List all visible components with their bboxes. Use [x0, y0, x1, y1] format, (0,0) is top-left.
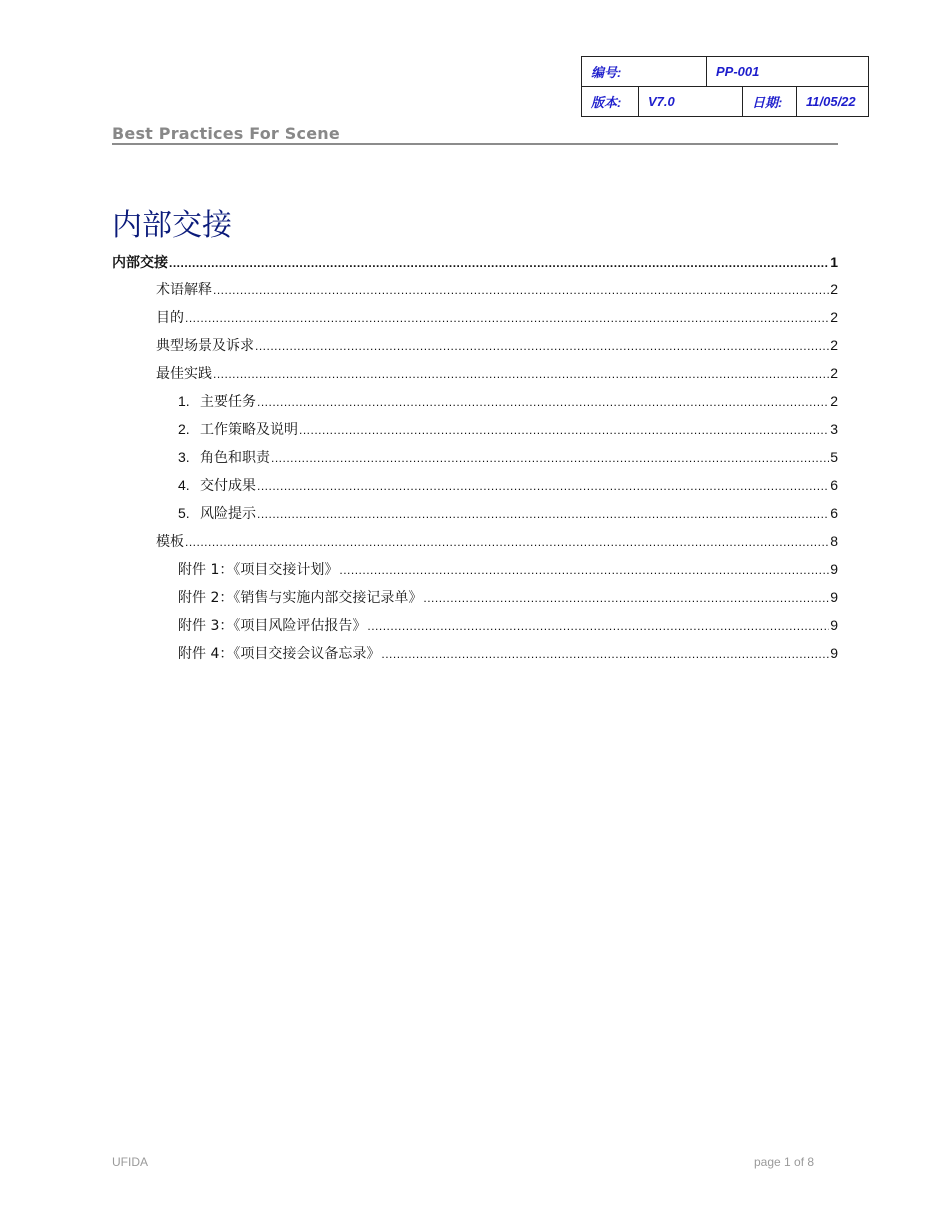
footer-page-info: page 1 of 8 [754, 1155, 815, 1169]
version-label: 版本: [582, 87, 639, 117]
toc-entry-label: 术语解释 [156, 282, 212, 298]
toc-dot-leader [169, 249, 829, 277]
toc-entry-label: 附件 2：《销售与实施内部交接记录单》 [178, 590, 423, 606]
toc-dot-leader [339, 556, 829, 584]
date-label: 日期: [743, 87, 797, 117]
toc-entry-label: 交付成果 [200, 478, 256, 494]
toc-dot-leader [381, 640, 829, 668]
toc-entry-page: 2 [830, 309, 838, 325]
toc-entry-page: 1 [830, 254, 838, 270]
toc-entry-number: 3. [178, 449, 190, 465]
toc-dot-leader [423, 584, 829, 612]
toc-entry-label: 角色和职责 [200, 450, 270, 466]
toc-entry-label: 附件 4：《项目交接会议备忘录》 [178, 646, 381, 662]
toc-entry-label: 附件 3：《项目风险评估报告》 [178, 618, 367, 634]
toc-entry-number: 1. [178, 393, 190, 409]
toc-dot-leader [213, 360, 829, 388]
toc-entry[interactable] [112, 583, 838, 611]
toc-entry-label: 附件 1：《项目交接计划》 [178, 562, 339, 578]
toc-entry[interactable] [112, 611, 838, 639]
meta-row-number [582, 57, 869, 87]
toc-entry[interactable] [112, 359, 838, 387]
toc-entry-page: 6 [830, 505, 838, 521]
table-of-contents [112, 248, 838, 667]
toc-entry[interactable] [112, 443, 838, 471]
toc-entry-number: 2. [178, 421, 190, 437]
toc-dot-leader [257, 388, 829, 416]
toc-entry-page: 9 [830, 589, 838, 605]
toc-entry-page: 9 [830, 617, 838, 633]
toc-entry-number: 5. [178, 505, 190, 521]
meta-row-version-date [582, 87, 869, 117]
toc-entry-page: 6 [830, 477, 838, 493]
toc-entry[interactable] [112, 248, 838, 275]
toc-entry[interactable] [112, 331, 838, 359]
toc-entry-number: 4. [178, 477, 190, 493]
number-label: 编号: [582, 57, 707, 87]
document-title: 内部交接 [112, 208, 232, 243]
toc-dot-leader [255, 332, 829, 360]
toc-entry-page: 2 [830, 393, 838, 409]
header-divider [112, 143, 838, 145]
toc-entry-page: 2 [830, 281, 838, 297]
toc-entry-label: 风险提示 [200, 506, 256, 522]
toc-dot-leader [185, 304, 829, 332]
toc-entry[interactable] [112, 303, 838, 331]
toc-entry-label: 目的 [156, 310, 184, 326]
toc-entry-page: 2 [830, 337, 838, 353]
toc-entry[interactable] [112, 387, 838, 415]
toc-entry-page: 3 [830, 421, 838, 437]
toc-entry-label: 模板 [156, 534, 184, 550]
toc-entry-page: 9 [830, 561, 838, 577]
toc-entry[interactable] [112, 555, 838, 583]
toc-entry-page: 9 [830, 645, 838, 661]
toc-entry-label: 最佳实践 [156, 366, 212, 382]
toc-entry-page: 8 [830, 533, 838, 549]
toc-entry[interactable] [112, 527, 838, 555]
header-title: Best Practices For Scene [112, 124, 340, 143]
number-value: PP-001 [707, 57, 869, 87]
toc-dot-leader [257, 500, 829, 528]
toc-dot-leader [299, 416, 829, 444]
toc-dot-leader [257, 472, 829, 500]
version-value: V7.0 [639, 87, 743, 117]
toc-entry[interactable] [112, 639, 838, 667]
toc-dot-leader [185, 528, 829, 556]
toc-entry-label: 工作策略及说明 [200, 422, 298, 438]
toc-entry[interactable] [112, 499, 838, 527]
toc-entry[interactable] [112, 415, 838, 443]
toc-entry-page: 2 [830, 365, 838, 381]
toc-dot-leader [271, 444, 829, 472]
date-value: 11/05/22 [797, 87, 869, 117]
toc-dot-leader [213, 276, 829, 304]
toc-entry-label: 主要任务 [200, 394, 256, 410]
toc-dot-leader [367, 612, 829, 640]
toc-entry-label: 典型场景及诉求 [156, 338, 254, 354]
document-meta-table [581, 56, 869, 117]
toc-entry-label: 内部交接 [112, 255, 168, 271]
toc-entry[interactable] [112, 275, 838, 303]
toc-entry-page: 5 [830, 449, 838, 465]
footer-company: UFIDA [112, 1155, 148, 1169]
toc-entry[interactable] [112, 471, 838, 499]
